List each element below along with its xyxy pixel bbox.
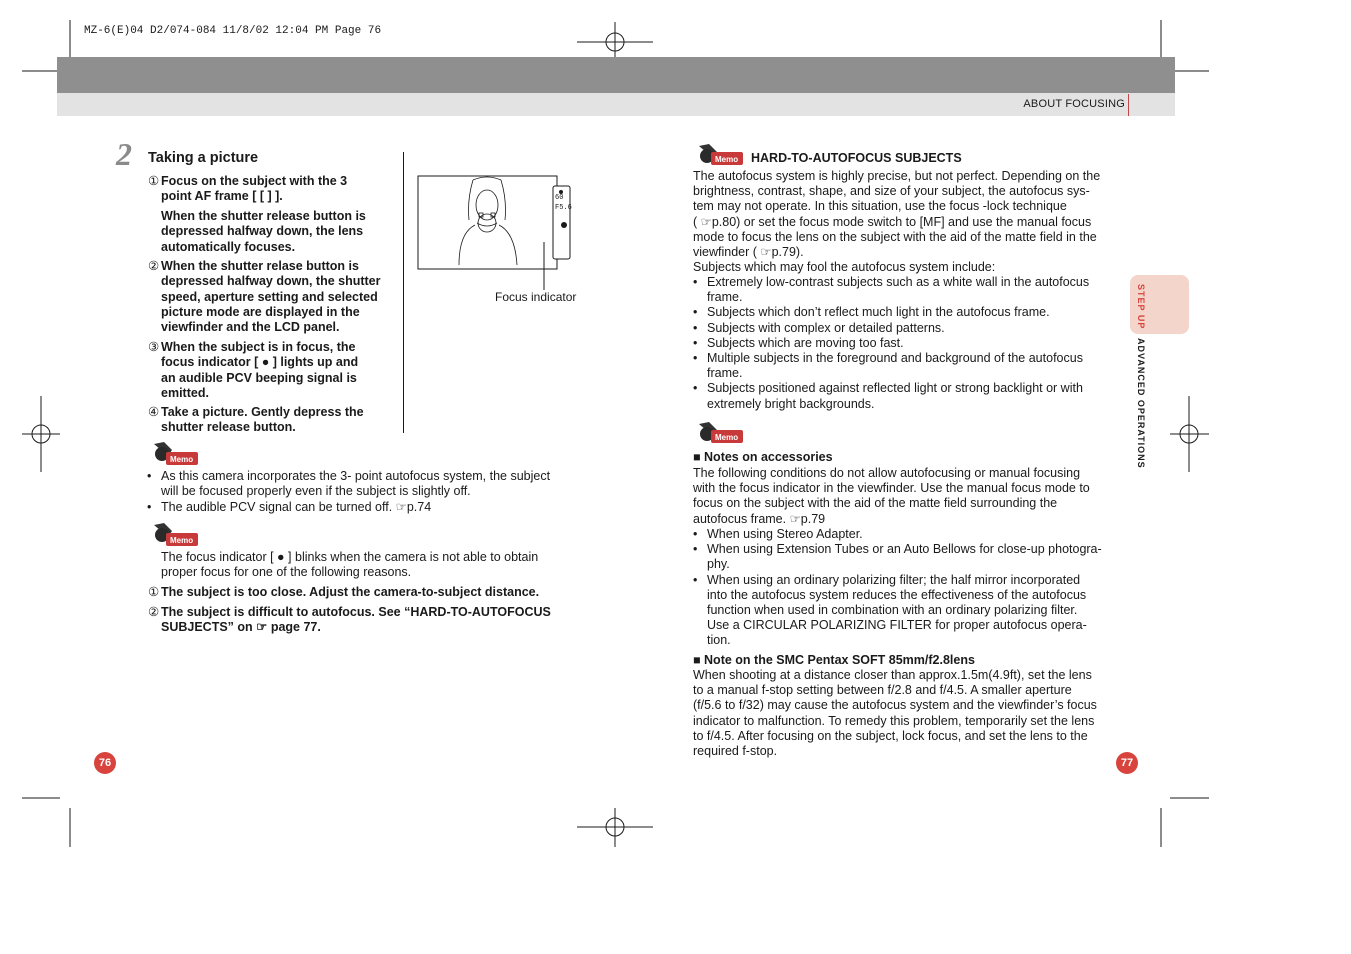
accessories-bullet xyxy=(707,573,1122,649)
smc-title: ■ Note on the SMC Pentax SOFT 85mm/f2.8lens xyxy=(693,653,975,667)
smc-line: (f/5.6 to f/32) may cause the autofocus system and the viewfinder’s focus xyxy=(693,698,1097,713)
step-item-number: ③ xyxy=(148,340,160,354)
step-item-line: shutter release button. xyxy=(161,420,296,435)
hard-paragraph-line: mode to focus the lens on the subject with the aid of the matte field in the xyxy=(693,229,1097,244)
memo2-item-line: SUBJECTS” on ☞ page 77. xyxy=(161,620,321,635)
step-item xyxy=(148,259,398,335)
memo2-line: The focus indicator [ ● ] blinks when the camera is not able to obtain xyxy=(161,550,539,564)
accessories-bullet-line: phy. xyxy=(707,557,730,572)
memo-bullet-line: will be focused properly even if the subject is slightly off. xyxy=(161,484,471,499)
step-item-line: When the subject is in focus, the xyxy=(161,340,356,354)
step-item xyxy=(148,340,398,401)
smc-paragraph xyxy=(693,668,1123,759)
memo2-item-text xyxy=(161,605,578,636)
step-item xyxy=(148,209,398,255)
hard-paragraph-line: Subjects which may fool the autofocus system include: xyxy=(693,260,996,275)
svg-text:Memo: Memo xyxy=(715,155,739,164)
step-item-text xyxy=(161,209,398,255)
step-item-number: ④ xyxy=(148,405,160,419)
step-item-number: ① xyxy=(148,174,160,188)
memo-bullet-line: • The audible PCV signal can be turned off. ☞p.74 xyxy=(161,499,432,514)
accessories-bullet-line: • When using an ordinary polarizing filter; the half mirror incorporated xyxy=(707,572,1081,587)
smc-line: When shooting at a distance closer than approx.1.5m(4.9ft), set the lens xyxy=(693,668,1092,682)
memo2-item-number: ① xyxy=(148,585,160,599)
accessories-bullet-line: function when used in combination with an ordinary polarizing filter. xyxy=(707,603,1078,617)
memo-bullet-line: • As this camera incorporates the 3- point autofocus system, the subject xyxy=(161,469,551,483)
page-number-left: 76 xyxy=(94,752,116,774)
accessories-title: ■ Notes on accessories xyxy=(693,450,833,464)
hard-bullet-line: • Multiple subjects in the foreground and background of the autofocus xyxy=(707,351,1083,365)
memo-icon xyxy=(150,521,200,549)
accessories-line: with the focus indicator in the viewfinder. Use the manual focus mode to xyxy=(693,481,1090,496)
smc-line: indicator to malfunction. To remedy this problem, temporarily set the lens xyxy=(693,713,1095,728)
step-item-text xyxy=(161,340,398,401)
step-item-line: focus indicator [ ● ] lights up and xyxy=(161,355,359,370)
accessories-line: The following conditions do not allow autofocusing or manual focusing xyxy=(693,466,1081,480)
hard-paragraph-line: tem may not operate. In this situation, use the focus -lock technique xyxy=(693,199,1067,214)
hard-bullet xyxy=(707,275,1122,305)
accessories-bullet xyxy=(707,527,1122,542)
figure-caption: Focus indicator xyxy=(495,290,577,304)
memo2-item-line: The subject is too close. Adjust the camera-to-subject distance. xyxy=(161,585,540,599)
column-divider xyxy=(403,152,404,433)
step-item-line: Focus on the subject with the 3 xyxy=(161,174,348,188)
memo2-item-number: ② xyxy=(148,605,160,619)
step-item-line: point AF frame [ [ ] ]. xyxy=(161,189,283,204)
svg-text:Memo: Memo xyxy=(170,536,194,545)
accessories-bullet-line: into the autofocus system reduces the effectiveness of the autofocus xyxy=(707,587,1087,602)
hard-paragraph xyxy=(693,169,1123,275)
memo2-text xyxy=(161,550,538,581)
step-number: 2 xyxy=(116,136,132,172)
memo2-item xyxy=(148,585,578,600)
step-item-line: viewfinder and the LCD panel. xyxy=(161,320,340,335)
step-item-line: Take a picture. Gently depress the xyxy=(161,405,364,419)
step-item-text xyxy=(161,405,398,436)
side-tab-label: STEP UP xyxy=(1136,284,1146,330)
vf-aperture: F5.6 xyxy=(555,204,572,212)
step-item-line: automatically focuses. xyxy=(161,239,296,254)
hard-paragraph-line: ( ☞p.80) or set the focus mode switch to [MF] and use the manual focus xyxy=(693,214,1092,229)
header-band xyxy=(57,57,1175,93)
step-item-line: When the shutter release button is xyxy=(161,209,366,223)
print-slug: MZ-6(E)04 D2/074-084 11/8/02 12:04 PM Page 76 xyxy=(84,25,382,37)
hard-bullet xyxy=(707,305,1122,320)
smc-line: to f/4.5. After focusing on the subject, lock focus, and set the lens to the xyxy=(693,728,1088,743)
hard-bullet-line: • Extremely low-contrast subjects such as a white wall in the autofocus xyxy=(707,275,1090,289)
accessories-bullet-line: • When using Extension Tubes or an Auto Bellows for close-up photogra- xyxy=(707,542,1102,557)
hard-bullet xyxy=(707,336,1122,351)
step-item xyxy=(148,405,398,436)
memo-icon xyxy=(695,142,745,170)
memo-icon xyxy=(695,420,745,448)
step-item-number: ② xyxy=(148,259,160,273)
accessories-line: focus on the subject with the aid of the matte field surrounding the xyxy=(693,496,1058,511)
accessories-bullet xyxy=(707,542,1122,572)
accessories-line: autofocus frame. ☞p.79 xyxy=(693,511,826,526)
memo2-item-text xyxy=(161,585,578,600)
svg-text:Memo: Memo xyxy=(715,433,739,442)
section-title: ABOUT FOCUSING xyxy=(1023,98,1125,110)
hard-bullet xyxy=(707,351,1122,381)
memo-icon xyxy=(150,440,200,468)
hard-bullet xyxy=(707,321,1122,336)
step-item-text xyxy=(161,259,398,335)
memo2-item-line: The subject is difficult to autofocus. See “HARD-TO-AUTOFOCUS xyxy=(161,605,551,619)
hard-bullet-line: frame. xyxy=(707,366,743,381)
section-rule xyxy=(1128,94,1129,116)
hard-bullet-line: • Subjects which don’t reflect much light in the autofocus frame. xyxy=(707,305,1050,320)
step-item xyxy=(148,174,398,205)
hard-paragraph-line: The autofocus system is highly precise, but not perfect. Depending on the xyxy=(693,169,1101,183)
hard-bullet-line: frame. xyxy=(707,290,743,305)
hard-bullet-line: • Subjects with complex or detailed patterns. xyxy=(707,320,945,335)
step-item-line: When the shutter relase button is xyxy=(161,259,359,273)
accessories-bullet-line: tion. xyxy=(707,633,731,648)
svg-text:Memo: Memo xyxy=(170,455,194,464)
hard-paragraph-line: viewfinder ( ☞p.79). xyxy=(693,245,804,260)
hard-bullet xyxy=(707,381,1122,411)
step-item-text xyxy=(161,174,398,205)
memo2-line: proper focus for one of the following reasons. xyxy=(161,565,412,580)
step-title: Taking a picture xyxy=(148,150,259,166)
memo-bullet xyxy=(161,469,581,500)
subheader-band xyxy=(57,93,1175,116)
accessories-bullet-line: Use a CIRCULAR POLARIZING FILTER for proper autofocus opera- xyxy=(707,618,1087,633)
smc-line: to a manual f-stop setting between f/2.8 and f/4.5. A smaller aperture xyxy=(693,683,1072,698)
side-chapter-label: ADVANCED OPERATIONS xyxy=(1136,338,1146,469)
viewfinder-illustration xyxy=(417,175,577,290)
step-item-line: depressed halfway down, the lens xyxy=(161,224,364,239)
hard-subjects-title: HARD-TO-AUTOFOCUS SUBJECTS xyxy=(751,151,962,165)
page-number-right: 77 xyxy=(1116,752,1138,774)
hard-paragraph-line: brightness, contrast, shape, and size of your subject, the autofocus sys- xyxy=(693,184,1090,199)
step-item-line: picture mode are displayed in the xyxy=(161,304,360,319)
accessories-paragraph xyxy=(693,466,1123,527)
hard-bullet-line: • Subjects which are moving too fast. xyxy=(707,335,904,350)
smc-line: required f-stop. xyxy=(693,744,778,759)
memo-bullet xyxy=(161,500,581,515)
hard-bullet-line: • Subjects positioned against reflected light or strong backlight or with xyxy=(707,381,1083,396)
step-item-line: speed, aperture setting and selected xyxy=(161,289,378,304)
vf-shutter: 60 xyxy=(555,194,564,202)
hard-bullet-line: extremely bright backgrounds. xyxy=(707,396,875,411)
step-item-line: depressed halfway down, the shutter xyxy=(161,274,381,289)
memo2-item xyxy=(148,605,578,636)
step-item-line: emitted. xyxy=(161,385,209,400)
accessories-bullet-line: • When using Stereo Adapter. xyxy=(707,527,863,541)
step-item-line: an audible PCV beeping signal is xyxy=(161,370,357,385)
